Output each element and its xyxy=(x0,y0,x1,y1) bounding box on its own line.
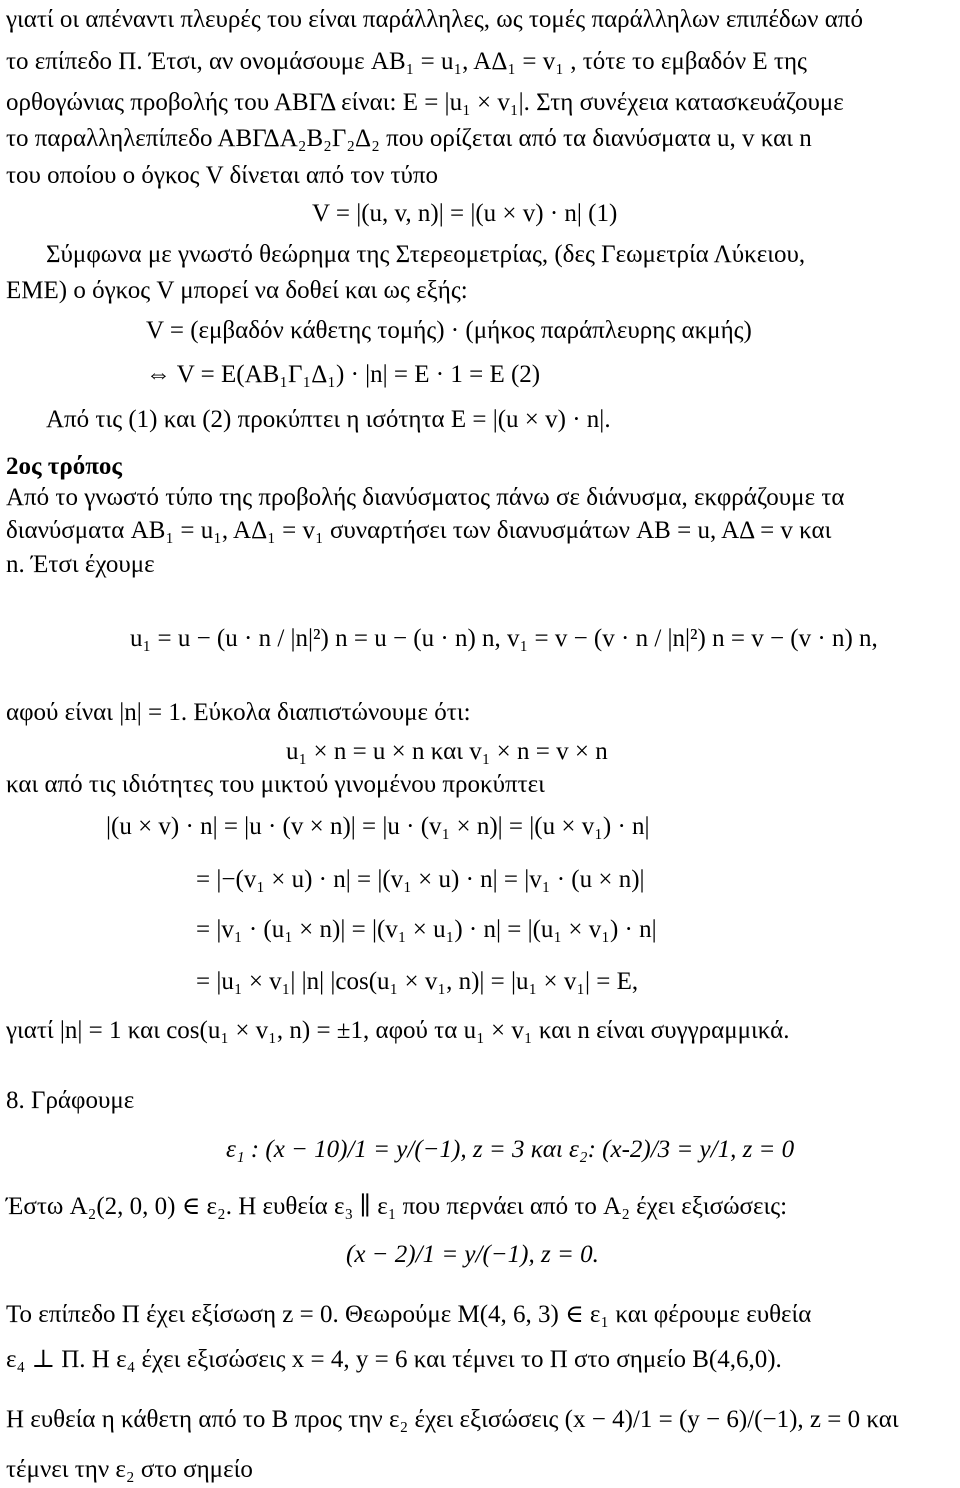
text-line-2: το επίπεδο Π. Έτσι, αν ονομάσουμε AB₁ = u₁, AΔ₁ = v₁ , τότε το εμβαδόν E της xyxy=(6,48,807,75)
text-line-5: του οποίου ο όγκος V δίνεται από τον τύπο xyxy=(6,162,439,189)
equation-chain-3: = |v₁ · (u₁ × n)| = |(v₁ × u₁) · n| = |(u₁ × v₁) · n| xyxy=(196,916,657,943)
equation-2: ⇔ V = E(ΑΒ₁Γ₁Δ₁) · |n| = E · 1 = E (2) xyxy=(146,361,541,388)
section-heading: 2ος τρόπος xyxy=(6,453,122,480)
text-line-30: ε₄ ⊥ Π. Η ε₄ έχει εξισώσεις x = 4, y = 6 και τέμνει το Π στο σημείο B(4,6,0). xyxy=(6,1346,782,1373)
text-line-11: Από τις (1) και (2) προκύπτει η ισότητα E = |(u × v) · n|. xyxy=(46,406,611,433)
equation-cross: u₁ × n = u × n και v₁ × n = v × n xyxy=(286,738,608,765)
text-line-19: και από τις ιδιότητες του μικτού γινομένου προκύπτει xyxy=(6,771,545,798)
text-line-3: ορθογώνιας προβολής του ΑΒΓΔ είναι: E = |u₁ × v₁|. Στη συνέχεια κατασκευάζουμε xyxy=(6,89,844,116)
text-line-7: Σύμφωνα με γνωστό θεώρημα της Στερεομετρίας, (δες Γεωμετρία Λύκειου, xyxy=(46,241,806,268)
text-line-1: γιατί οι απέναντι πλευρές του είναι παράλληλες, ως τομές παράλληλων επιπέδων από xyxy=(6,6,863,33)
text-line-8: ΕΜΕ) ο όγκος V μπορεί να δοθεί και ως εξής: xyxy=(6,277,468,304)
equation-chain-4: = |u₁ × v₁| |n| |cos(u₁ × v₁, n)| = |u₁ × v₁| = E, xyxy=(196,968,639,995)
text-line-32: τέμνει την ε₂ στο σημείο xyxy=(6,1456,253,1483)
text-line-15: n. Έτσι έχουμε xyxy=(6,551,155,578)
text-line-24: γιατί |n| = 1 και cos(u₁ × v₁, n) = ±1, αφού τα u₁ × v₁ και n είναι συγγραμμικά. xyxy=(6,1017,790,1044)
equation-1: V = |(u, v, n)| = |(u × v) · n| (1) xyxy=(312,200,618,227)
equation-line-e3: (x − 2)/1 = y/(−1), z = 0. xyxy=(346,1241,599,1268)
text-line-14: διανύσματα AB₁ = u₁, AΔ₁ = v₁ συναρτήσει των διανυσμάτων AB = u, AΔ = v και xyxy=(6,517,832,544)
text-line-4: το παραλληλεπίπεδο ΑΒΓΔΑ₂Β₂Γ₂Δ₂ που ορίζεται από τα διανύσματα u, v και n xyxy=(6,125,812,152)
equation-chain-1: |(u × v) · n| = |u · (v × n)| = |u · (v₁ × n)| = |(u × v₁) · n| xyxy=(106,813,650,840)
text-line-27: Έστω A₂(2, 0, 0) ∈ ε₂. Η ευθεία ε₃ ∥ ε₁ που περνάει από το A₂ έχει εξισώσεις: xyxy=(6,1193,788,1220)
text-line-31: Η ευθεία η κάθετη από το B προς την ε₂ έχει εξισώσεις (x − 4)/1 = (y − 6)/(−1), z = 0 και xyxy=(6,1406,899,1433)
text-line-29: Το επίπεδο Π έχει εξίσωση z = 0. Θεωρούμε M(4, 6, 3) ∈ ε₁ και φέρουμε ευθεία xyxy=(6,1301,812,1328)
text-line-17: αφού είναι |n| = 1. Εύκολα διαπιστώνουμε ότι: xyxy=(6,699,471,726)
equation-chain-2: = |−(v₁ × u) · n| = |(v₁ × u) · n| = |v₁ · (u × n)| xyxy=(196,866,645,893)
exercise-heading: 8. Γράφουμε xyxy=(6,1087,135,1114)
equation-projections: u₁ = u − (u · n / |n|²) n = u − (u · n) n, v₁ = v − (v · n / |n|²) n = v − (v · n) n, xyxy=(130,625,878,652)
equation-volume: V = (εμβαδόν κάθετης τομής) · (μήκος παράπλευρης ακμής) xyxy=(146,317,752,344)
text-line-13: Από το γνωστό τύπο της προβολής διανύσματος πάνω σε διάνυσμα, εκφράζουμε τα xyxy=(6,484,845,511)
equation-lines: ε₁ : (x − 10)/1 = y/(−1), z = 3 και ε₂: (x-2)/3 = y/1, z = 0 xyxy=(226,1136,795,1163)
